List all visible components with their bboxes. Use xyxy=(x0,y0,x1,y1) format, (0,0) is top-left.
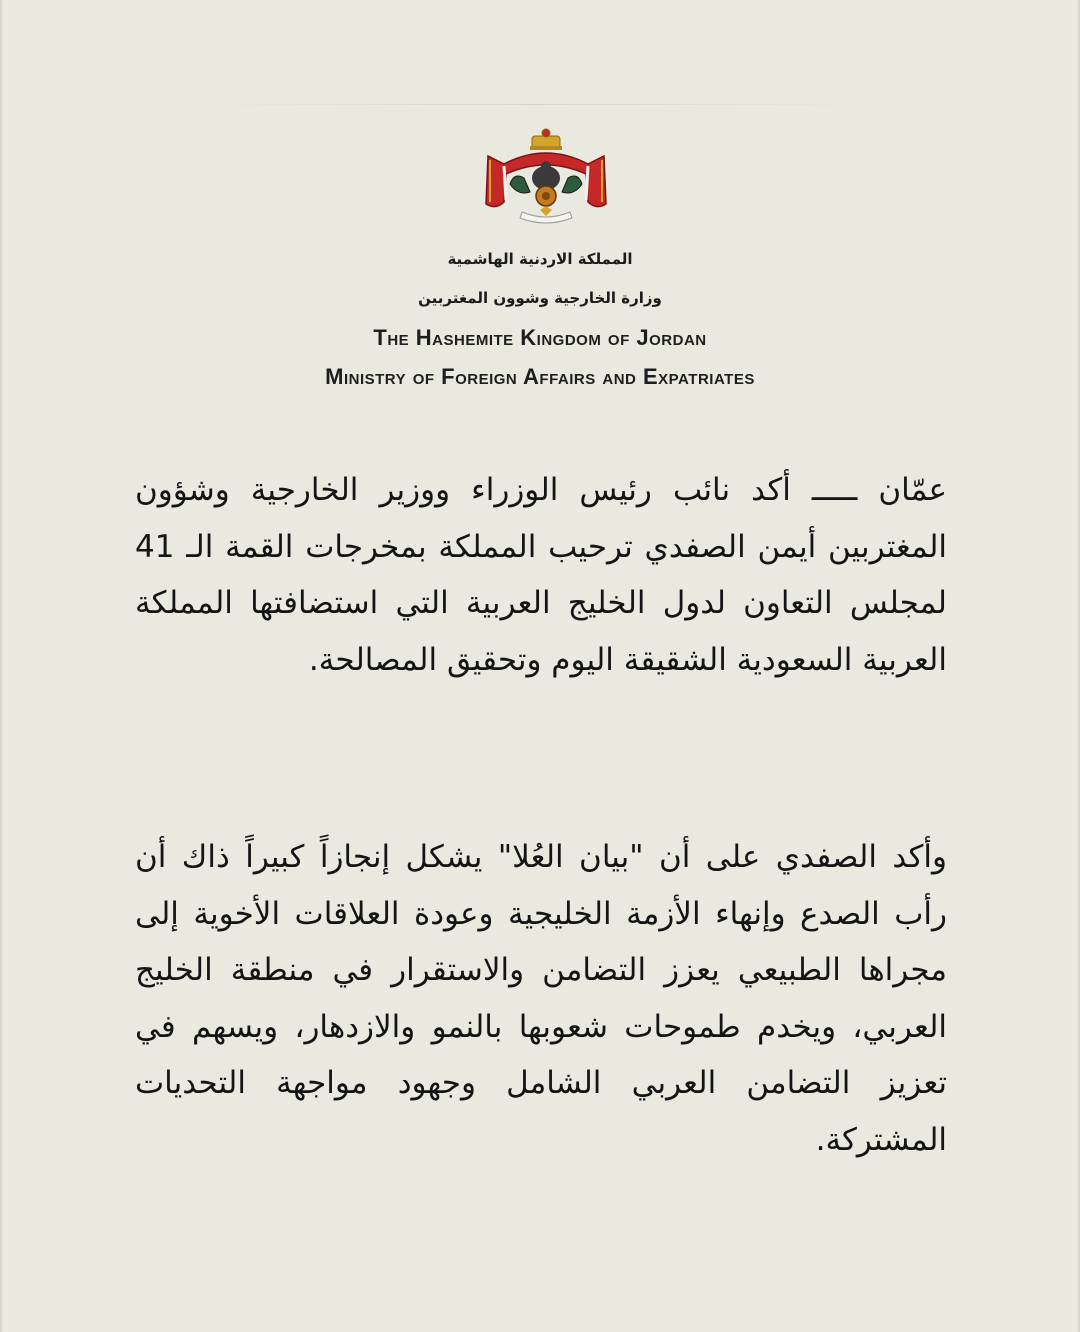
english-ministry-title: Ministry of Foreign Affairs and Expatriates xyxy=(325,364,755,389)
statement-paragraph-2: وأكد الصفدي على أن "بيان العُلا" يشكل إنجازاً كبيراً ذاك أن رأب الصدع وإنهاء الأزمة الخليجية وعودة العلاقات الأخوية إلى مجراها الطبيعي يعزز التضامن والاستقرار في منطقة الخليج العربي، ويخدم طموحات شعوبها بالنمو والازدهار، ويسهم في تعزيز التضامن العربي الشامل وجهود مواجهة التحديات المشتركة. xyxy=(135,839,947,1158)
english-kingdom-title: The Hashemite Kingdom of Jordan xyxy=(373,325,707,350)
jordan-coat-of-arms-icon xyxy=(484,126,608,236)
statement-paragraph-1: عمّان ـــــ أكد نائب رئيس الوزراء ووزير الخارجية وشؤون المغتربين أيمن الصفدي ترحيب المملكة بمخرجات القمة الـ 41 لمجلس التعاون لدول الخليج العربية التي استضافتها المملكة العربية السعودية الشقيقة اليوم وتحقيق المصالحة. xyxy=(135,472,947,678)
top-divider xyxy=(190,104,880,105)
arabic-ministry-title: وزارة الخارجية وشوون المغتربين xyxy=(418,289,662,307)
arabic-kingdom-title: المملكة الاردنية الهاشمية xyxy=(447,250,633,268)
